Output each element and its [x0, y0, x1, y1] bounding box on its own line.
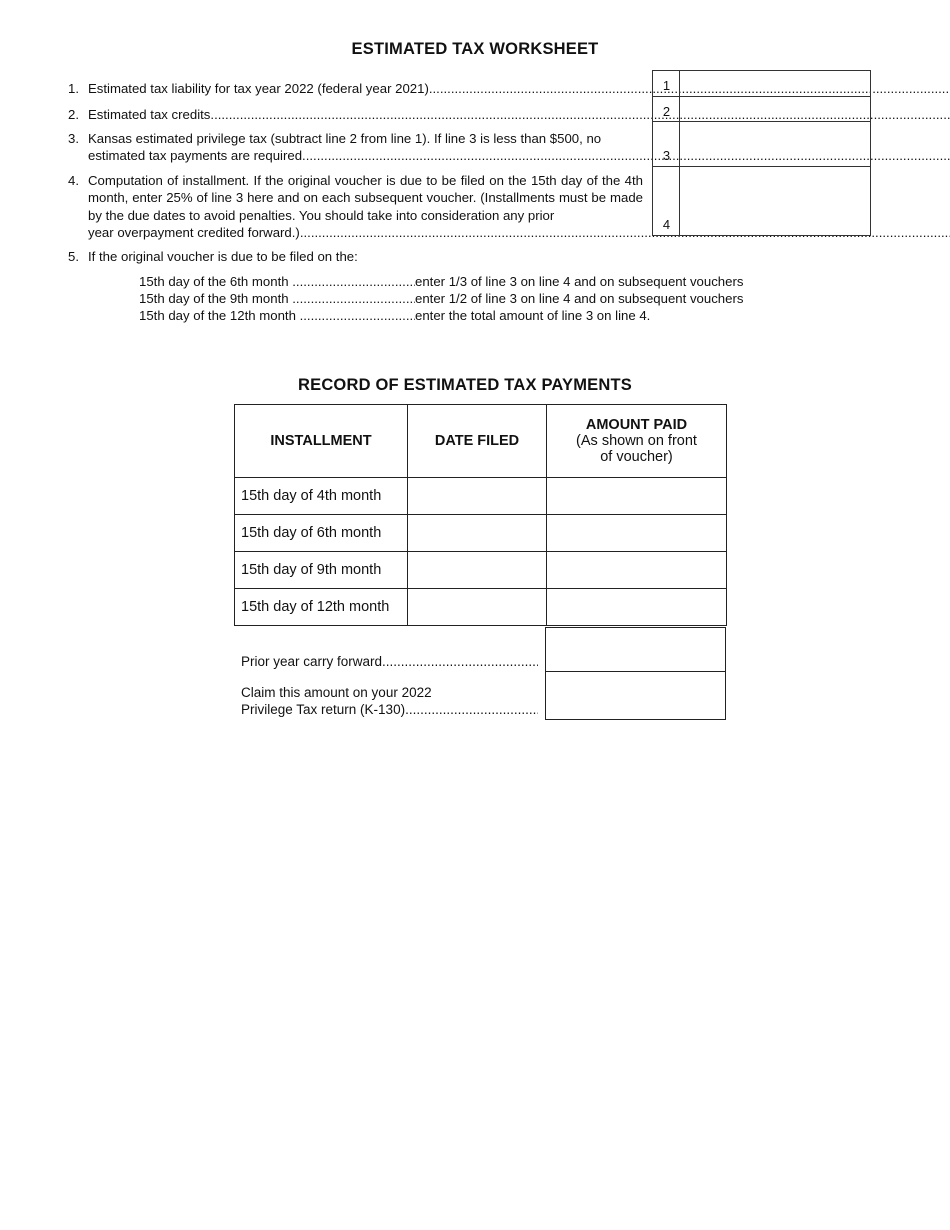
header-amount-note: (As shown on front of voucher) [576, 433, 697, 465]
table-row [235, 552, 727, 589]
header-installment: INSTALLMENT [235, 405, 408, 478]
installment-cell: 15th day of 4th month [235, 478, 408, 515]
box-label: 2 [662, 104, 671, 119]
schedule-when: 15th day of the 6th month [139, 274, 289, 289]
line-2-amount-field[interactable] [681, 97, 870, 121]
line-text: Estimated tax credits [88, 107, 211, 122]
schedule-row [139, 290, 743, 307]
schedule-row [139, 273, 743, 290]
line-text-cont: estimated tax payments are required [88, 148, 303, 164]
claim-line [241, 684, 538, 718]
line-2-box [652, 96, 871, 122]
due-date-schedule [139, 273, 743, 324]
carry-forward-line [241, 653, 538, 670]
line-2 [68, 106, 643, 123]
claim-label-cont: Privilege Tax return (K-130) [241, 702, 406, 717]
table-header-row [235, 405, 727, 478]
line-1 [68, 80, 643, 97]
carry-forward-label: Prior year carry forward [241, 654, 383, 669]
line-4-amount-field[interactable] [681, 167, 870, 235]
table-row [235, 478, 727, 515]
line-number: 5. [68, 249, 79, 264]
schedule-instruction: enter the total amount of line 3 on line 4. [415, 308, 651, 323]
header-amount-paid [547, 405, 727, 478]
amount-paid-field[interactable] [547, 515, 727, 552]
line-3 [68, 130, 643, 165]
installment-cell: 15th day of 9th month [235, 552, 408, 589]
header-amount-label: AMOUNT PAID [585, 417, 688, 433]
line-1-amount-field[interactable] [681, 71, 870, 96]
line-4 [68, 172, 643, 241]
installment-cell: 15th day of 6th month [235, 515, 408, 552]
schedule-instruction: enter 1/3 of line 3 on line 4 and on subsequent vouchers [415, 274, 744, 289]
line-text: Estimated tax liability for tax year 2022 (federal year 2021) [88, 81, 429, 96]
line-text: Computation of installment. If the original voucher is due to be filed on the 15th day of the 4th month, enter 25% of line 3 here and on each subsequent voucher. (Installments must be made by the due dates to avoid penalties. You should take into consideration any prior [88, 173, 643, 223]
table-row [235, 589, 727, 626]
line-4-box [652, 166, 871, 236]
line-5 [68, 248, 643, 265]
claim-amount-field[interactable] [545, 671, 726, 720]
line-number: 4. [68, 173, 79, 188]
line-3-box [652, 121, 871, 167]
schedule-instruction: enter 1/2 of line 3 on line 4 and on subsequent vouchers [415, 291, 744, 306]
box-label: 3 [662, 148, 671, 163]
box-label: 4 [662, 217, 671, 232]
amount-paid-field[interactable] [547, 552, 727, 589]
line-number: 2. [68, 107, 79, 122]
date-filed-field[interactable] [408, 589, 547, 626]
claim-label: Claim this amount on your 2022 [241, 685, 432, 700]
line-text: Kansas estimated privilege tax (subtract line 2 from line 1). If line 3 is less than $500, no [88, 131, 602, 146]
installment-cell: 15th day of 12th month [235, 589, 408, 626]
payments-table [234, 404, 727, 626]
amount-paid-field[interactable] [547, 589, 727, 626]
schedule-row [139, 307, 743, 324]
date-filed-field[interactable] [408, 515, 547, 552]
record-title: RECORD OF ESTIMATED TAX PAYMENTS [298, 376, 632, 394]
line-text: If the original voucher is due to be filed on the: [88, 249, 358, 264]
schedule-when: 15th day of the 12th month [139, 308, 296, 323]
box-label: 1 [662, 78, 671, 93]
line-1-box [652, 70, 871, 97]
carry-forward-field[interactable] [545, 627, 726, 672]
worksheet-title: ESTIMATED TAX WORKSHEET [351, 40, 599, 58]
schedule-when: 15th day of the 9th month [139, 291, 289, 306]
line-number: 3. [68, 131, 79, 146]
table-row [235, 515, 727, 552]
header-date-filed: DATE FILED [408, 405, 547, 478]
line-text-cont: year overpayment credited forward.) [88, 224, 300, 240]
date-filed-field[interactable] [408, 552, 547, 589]
line-3-amount-field[interactable] [681, 122, 870, 166]
line-number: 1. [68, 81, 79, 96]
amount-paid-field[interactable] [547, 478, 727, 515]
date-filed-field[interactable] [408, 478, 547, 515]
